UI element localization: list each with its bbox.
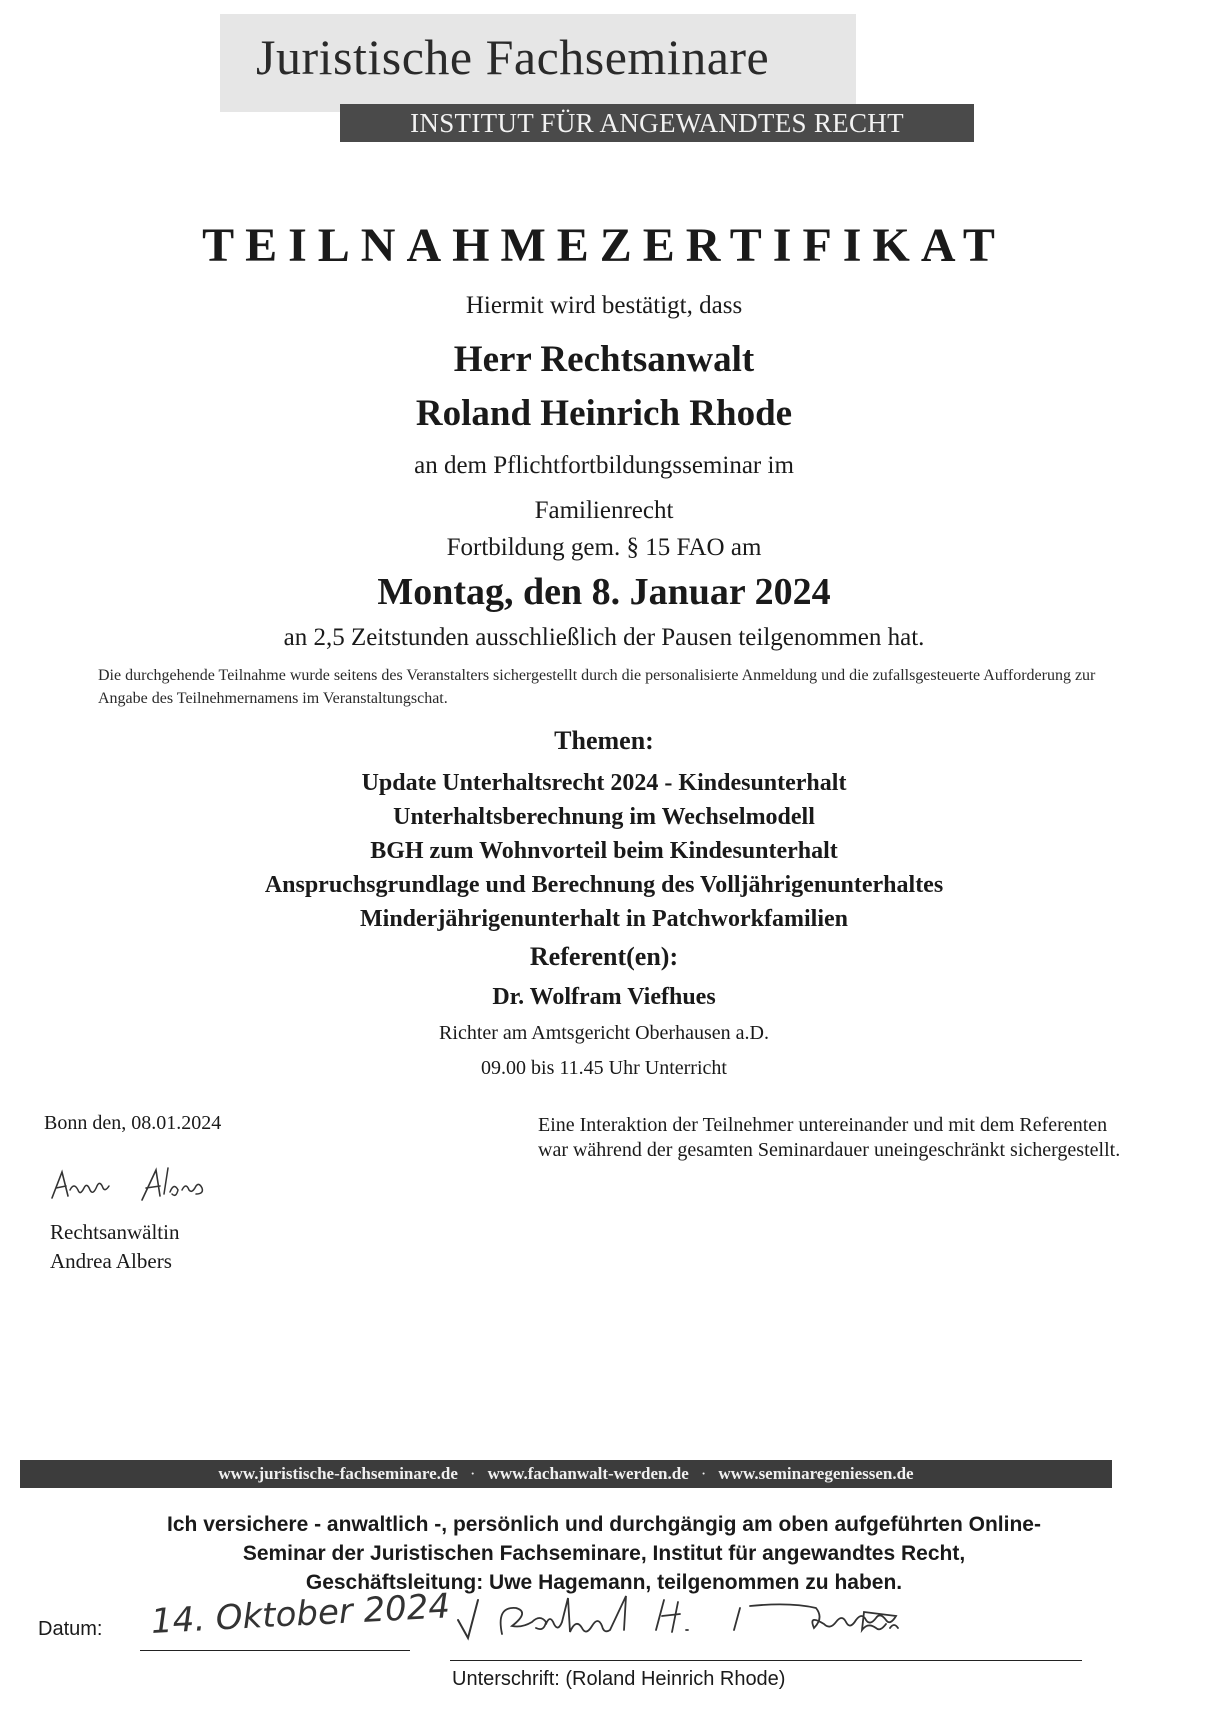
topic-item: Minderjährigenunterhalt in Patchworkfamilien — [360, 906, 848, 932]
datum-handwritten: 14. Oktober 2024 — [150, 1586, 451, 1642]
participant-declaration — [0, 1510, 1208, 1597]
participant-name: Roland Heinrich Rhode — [415, 393, 793, 434]
declaration-line: Seminar der Juristischen Fachseminare, Institut für angewandtes Recht, — [242, 1542, 966, 1565]
speaker-role: Richter am Amtsgericht Oberhausen a.D. — [439, 1022, 769, 1044]
footer-link[interactable]: www.fachanwalt-werden.de — [487, 1464, 689, 1483]
attendance-notice: Die durchgehende Teilnahme wurde seitens des Veranstalters sichergestellt durch die personalisierte Anmeldung und die zufallsgesteuerte Aufforderung zur Angabe des Teilnehmernamens im Veranstaltungschat. — [98, 667, 1096, 707]
logo-title: Juristische Fachseminare — [256, 29, 770, 85]
seminar-date: Montag, den 8. Januar 2024 — [377, 571, 831, 613]
declaration-line: Geschäftsleitung: Uwe Hagemann, teilgenommen zu haben. — [305, 1571, 903, 1594]
referent-heading: Referent(en): — [529, 942, 679, 971]
certificate-title: TEILNAHMEZERTIFIKAT — [202, 219, 1006, 272]
issuer-signer — [50, 1218, 179, 1276]
topic-item: Anspruchsgrundlage und Berechnung des Volljährigenunterhaltes — [264, 872, 944, 898]
signature-caption: Unterschrift: (Roland Heinrich Rhode) — [452, 1668, 786, 1690]
datum-line — [140, 1650, 410, 1651]
participant-signature — [450, 1590, 1010, 1660]
topic-item: Update Unterhaltsrecht 2024 - Kindesunterhalt — [361, 770, 847, 796]
signer-name: Andrea Albers — [50, 1249, 172, 1273]
certificate-intro: Hiermit wird bestätigt, dass — [465, 292, 743, 319]
participant-salutation: Herr Rechtsanwalt — [453, 339, 755, 380]
signature-line — [450, 1660, 1082, 1661]
seminar-hours: an 2,5 Zeitstunden ausschließlich der Pausen teilgenommen hat. — [283, 624, 925, 651]
logo-subtitle: INSTITUT FÜR ANGEWANDTES RECHT — [340, 104, 974, 142]
interaction-note: Eine Interaktion der Teilnehmer untereinander und mit dem Referenten war während der gesamten Seminardauer uneingeschränkt sichergestellt. — [538, 1114, 1121, 1161]
datum-label: Datum: — [38, 1618, 103, 1640]
topics-list — [0, 766, 1208, 936]
footer-link[interactable]: www.juristische-fachseminare.de — [218, 1464, 458, 1483]
footer-separator: · — [700, 1464, 707, 1483]
topic-item: BGH zum Wohnvorteil beim Kindesunterhalt — [370, 838, 838, 864]
topics-heading: Themen: — [554, 726, 654, 755]
seminar-line: an dem Pflichtfortbildungsseminar im — [414, 452, 794, 479]
issuer-signature — [46, 1160, 246, 1210]
place-date: Bonn den, 08.01.2024 — [44, 1112, 222, 1134]
footer-link[interactable]: www.seminaregeniessen.de — [718, 1464, 914, 1483]
topic-item: Unterhaltsberechnung im Wechselmodell — [393, 804, 815, 830]
footer-separator: · — [469, 1464, 476, 1483]
seminar-field: Familienrecht — [534, 497, 674, 524]
speaker-name: Dr. Wolfram Viefhues — [492, 984, 716, 1010]
footer-links-bar — [20, 1460, 1112, 1488]
signer-title: Rechtsanwältin — [50, 1220, 180, 1244]
declaration-line: Ich versichere - anwaltlich -, persönlich und durchgängig am oben aufgeführten Online- — [167, 1513, 1041, 1536]
seminar-legal-basis: Fortbildung gem. § 15 FAO am — [446, 534, 762, 561]
seminar-time: 09.00 bis 11.45 Uhr Unterricht — [481, 1057, 727, 1079]
